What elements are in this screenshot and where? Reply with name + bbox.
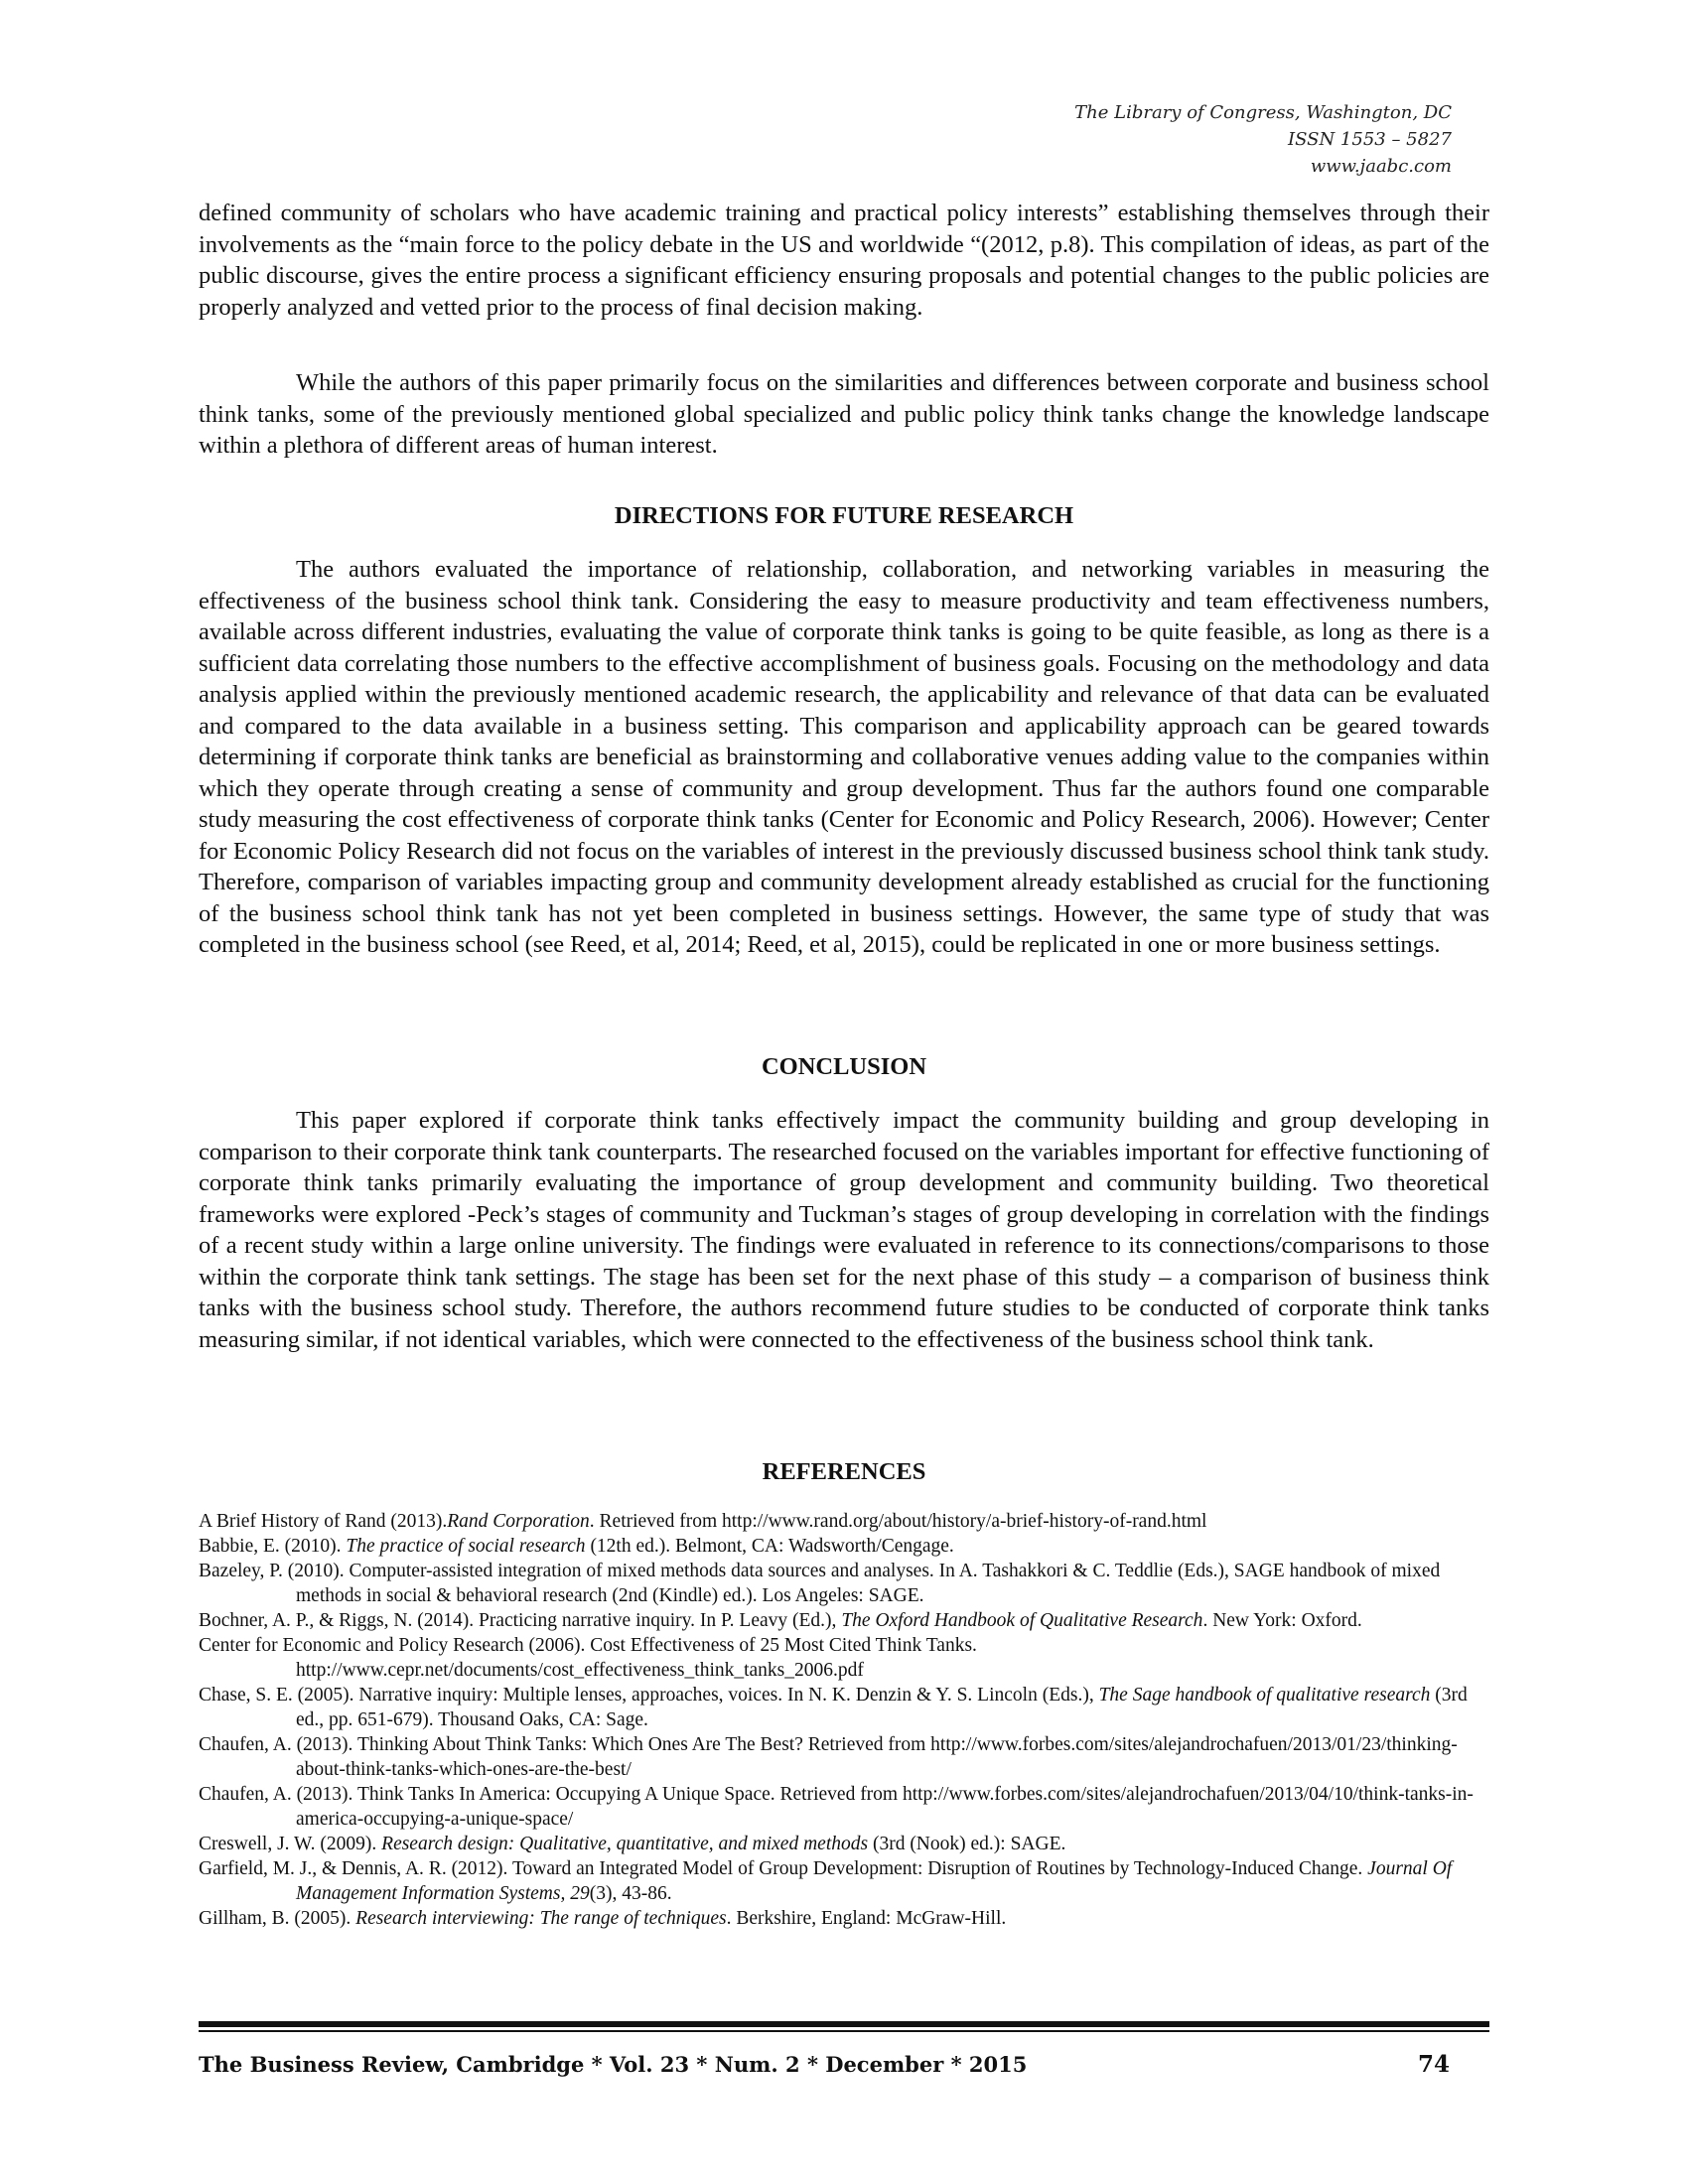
- reference-item: Center for Economic and Policy Research (2006). Cost Effectiveness of 25 Most Cited Think Tanks. http://www.cepr.net/documents/cost_effectiveness_think_tanks_2006.pdf: [199, 1635, 977, 1681]
- paragraph-text: This paper explored if corporate think tanks effectively impact the community building and group developing in comparison to their corporate think tank counterparts. The researched focused on the variables important for effective functioning of corporate think tanks primarily evaluating the importance of group development and community building. Two theoretical frameworks were explored -Peck’s stages of community and Tuckman’s stages of group developing in correlation with the findings of a recent study within a large online university. The findings were evaluated in reference to its connections/comparisons to those within the corporate think tank settings. The stage has been set for the next phase of this study – a comparison of business think tanks with the business school study. Therefore, the authors recommend future studies to be conducted of corporate think tanks measuring similar, if not identical variables, which were connected to the effectiveness of the business school think tank.: [199, 1107, 1489, 1353]
- reference-item: Chaufen, A. (2013). Think Tanks In America: Occupying A Unique Space. Retrieved from http://www.forbes.com/sites/alejandrochafuen/2013/04/10/think-tanks-in-america-occupying-a-unique-space/: [199, 1784, 1474, 1830]
- journal-header: [856, 99, 1452, 180]
- page-footer: [199, 2047, 1489, 2083]
- paragraph-future-research: [199, 554, 1489, 961]
- paragraph-continued: [199, 198, 1489, 323]
- heading-references: REFERENCES: [762, 1458, 926, 1485]
- footer-rule-thin: [199, 2030, 1489, 2032]
- reference-item: Babbie, E. (2010). The practice of social research (12th ed.). Belmont, CA: Wadsworth/Cengage.: [199, 1536, 954, 1557]
- heading-future-research: DIRECTIONS FOR FUTURE RESEARCH: [614, 502, 1074, 529]
- page-number: 74: [1417, 2051, 1450, 2078]
- reference-item: Chase, S. E. (2005). Narrative inquiry: Multiple lenses, approaches, voices. In N. K. Denzin & Y. S. Lincoln (Eds.), The Sage handbook of qualitative research (3rd ed., pp. 651-679). Thousand Oaks, CA: Sage.: [199, 1685, 1468, 1730]
- footer-journal-info: The Business Review, Cambridge * Vol. 23 * Num. 2 * December * 2015: [199, 2052, 1028, 2077]
- heading-conclusion: CONCLUSION: [761, 1053, 927, 1080]
- header-library: The Library of Congress, Washington, DC: [1074, 102, 1452, 123]
- reference-item: Garfield, M. J., & Dennis, A. R. (2012). Toward an Integrated Model of Group Development: Disruption of Routines by Technology-Induced Change. Journal Of Management Information Systems, 29(3), 43-86.: [199, 1858, 1453, 1904]
- reference-item: Bochner, A. P., & Riggs, N. (2014). Practicing narrative inquiry. In P. Leavy (Ed.), The Oxford Handbook of Qualitative Research. New York: Oxford.: [199, 1610, 1362, 1631]
- paragraph-text: defined community of scholars who have academic training and practical policy interests” establishing themselves through their involvements as the “main force to the policy debate in the US and worldwide “(2012, p.8). This compilation of ideas, as part of the public discourse, gives the entire process a significant efficiency ensuring proposals and potential changes to the public policies are properly analyzed and vetted prior to the process of final decision making.: [199, 200, 1489, 321]
- paragraph-text: While the authors of this paper primarily focus on the similarities and differences between corporate and business school think tanks, some of the previously mentioned global specialized and public policy think tanks change the knowledge landscape within a plethora of different areas of human interest.: [199, 369, 1489, 459]
- paragraph-text: The authors evaluated the importance of relationship, collaboration, and networking variables in measuring the effectiveness of the business school think tank. Considering the easy to measure productivity and team effectiveness numbers, available across different industries, evaluating the value of corporate think tanks is going to be quite feasible, as long as there is a sufficient data correlating those numbers to the effective accomplishment of business goals. Focusing on the methodology and data analysis applied within the previously mentioned academic research, the applicability and relevance of that data can be evaluated and compared to the data available in a business setting. This comparison and applicability approach can be geared towards determining if corporate think tanks are beneficial as brainstorming and collaborative venues adding value to the companies within which they operate through creating a sense of community and group development. Thus far the authors found one comparable study measuring the cost effectiveness of corporate think tanks (Center for Economic and Policy Research, 2006). However; Center for Economic Policy Research did not focus on the variables of interest in the previously discussed business school think tank study. Therefore, comparison of variables impacting group and community development already established as crucial for the functioning of the business school think tank has not yet been completed in business settings. However, the same type of study that was completed in the business school (see Reed, et al, 2014; Reed, et al, 2015), could be replicated in one or more business settings.: [199, 556, 1489, 958]
- header-website: www.jaabc.com: [1310, 156, 1452, 177]
- reference-item: Gillham, B. (2005). Research interviewing: The range of techniques. Berkshire, England: McGraw-Hill.: [199, 1908, 1007, 1929]
- reference-item: Creswell, J. W. (2009). Research design: Qualitative, quantitative, and mixed methods (3rd (Nook) ed.): SAGE.: [199, 1834, 1066, 1854]
- reference-item: A Brief History of Rand (2013).Rand Corporation. Retrieved from http://www.rand.org/about/history/a-brief-history-of-rand.html: [199, 1511, 1207, 1532]
- reference-item: Bazeley, P. (2010). Computer-assisted integration of mixed methods data sources and analyses. In A. Tashakkori & C. Teddlie (Eds.), SAGE handbook of mixed methods in social & behavioral research (2nd (Kindle) ed.). Los Angeles: SAGE.: [199, 1561, 1441, 1606]
- reference-item: Chaufen, A. (2013). Thinking About Think Tanks: Which Ones Are The Best? Retrieved from http://www.forbes.com/sites/alejandrochafuen/2013/01/23/thinking-about-think-tanks-which-ones-are-the-best/: [199, 1734, 1458, 1780]
- paragraph-conclusion: [199, 1105, 1489, 1355]
- header-issn: ISSN 1553 – 5827: [1288, 129, 1452, 150]
- paragraph-scope: [199, 367, 1489, 462]
- footer-rule-thick: [199, 2021, 1489, 2027]
- reference-list: [199, 1509, 1489, 1931]
